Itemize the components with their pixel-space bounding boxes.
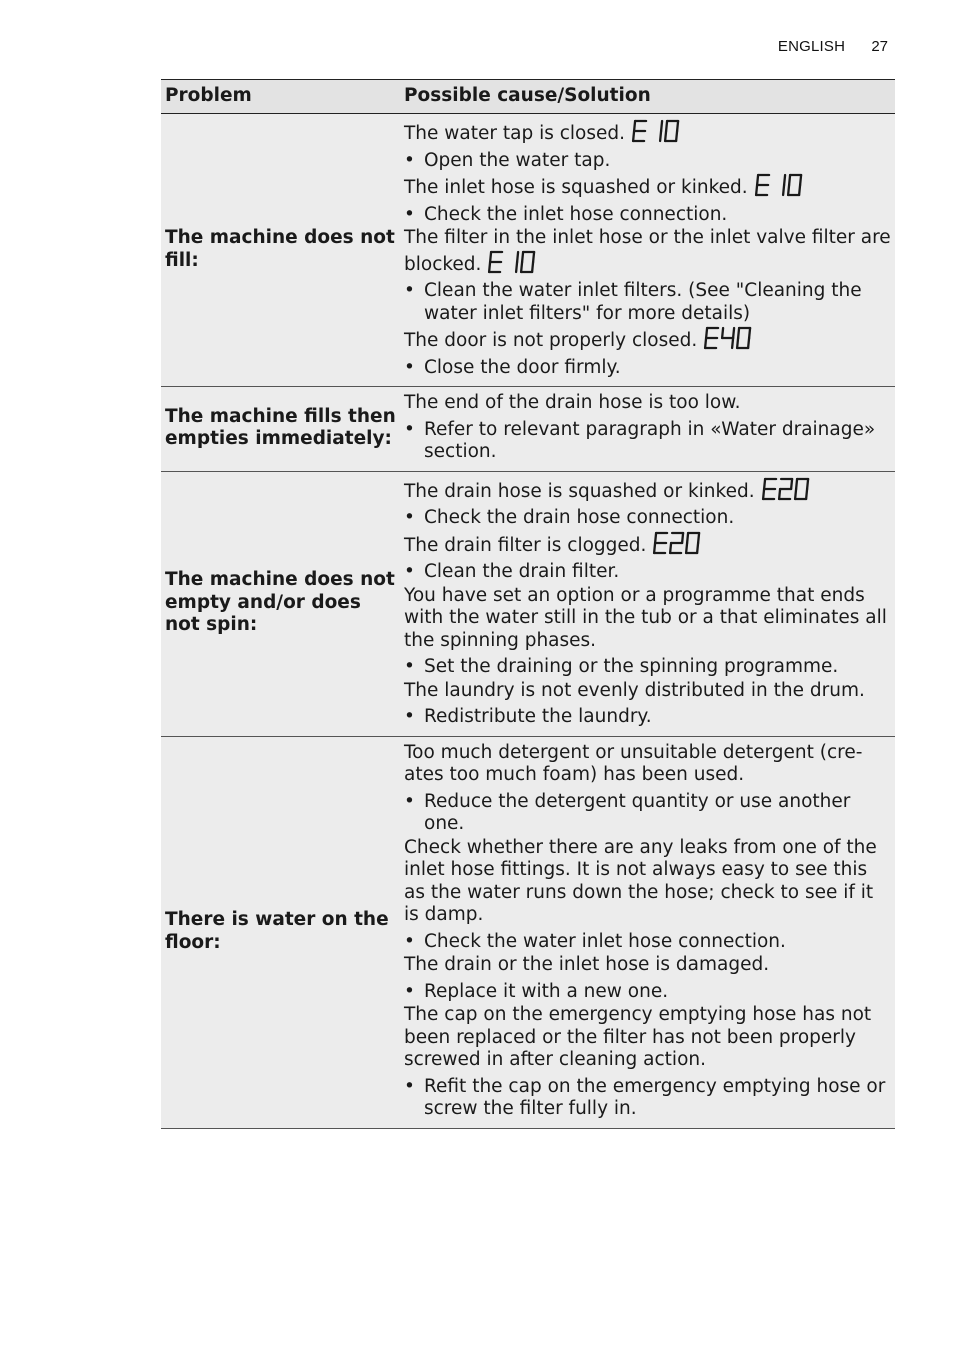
cause-text — [404, 954, 891, 977]
solution-cell — [400, 471, 895, 736]
solution-label: Check the water inlet hose connection. — [424, 930, 786, 952]
cause-text — [404, 392, 891, 415]
table-row — [161, 736, 895, 1128]
solution-item — [404, 981, 891, 1004]
cause-text — [404, 680, 891, 703]
solution-label: Close the door firmly. — [424, 356, 621, 378]
column-header-solution: Possible cause/Solution — [400, 80, 895, 114]
page-number: 27 — [871, 38, 888, 55]
cause-text — [404, 477, 891, 504]
bullet-icon: • — [404, 930, 415, 952]
solution-item — [404, 357, 891, 380]
table-row — [161, 471, 895, 736]
solution-item — [404, 706, 891, 729]
table-row — [161, 387, 895, 472]
bullet-icon: • — [404, 706, 415, 727]
error-code-icon — [703, 326, 753, 350]
solution-label: Refit the cap on the emergency emptying hose or screw the filter fully in. — [424, 1075, 886, 1119]
solution-label: Check the inlet hose connection. — [424, 203, 728, 225]
error-code-icon — [761, 477, 811, 501]
cause-label: The laundry is not evenly distributed in the drum. — [404, 679, 865, 701]
solution-item — [404, 150, 891, 173]
bullet-icon: • — [404, 418, 415, 440]
solution-label: Clean the water inlet filters. (See "Cleaning the water inlet filters" for more details) — [424, 280, 862, 324]
bullet-icon: • — [404, 656, 415, 677]
table-header-row — [161, 80, 895, 114]
solution-label: Set the draining or the spinning programme. — [424, 656, 839, 677]
cause-text — [404, 119, 891, 146]
solution-item — [404, 280, 891, 325]
problem-cell: There is water on the floor: — [161, 736, 400, 1128]
cause-label: The water tap is closed. — [404, 123, 626, 144]
cause-label: The cap on the emergency emptying hose has not been replaced or the filter has not been properly screwed in after cleaning action. — [404, 1004, 872, 1070]
cause-label: The drain or the inlet hose is damaged. — [404, 954, 770, 975]
table-row — [161, 114, 895, 387]
cause-text — [404, 837, 891, 927]
bullet-icon: • — [404, 356, 415, 378]
cause-label: Check whether there are any leaks from one of the inlet hose fittings. It is not always easy to see this as the water runs down the hose; check to see if it is damp. — [404, 836, 877, 925]
bullet-icon: • — [404, 203, 415, 225]
bullet-icon: • — [404, 507, 415, 528]
solution-label: Check the drain hose connection. — [424, 507, 735, 528]
solution-item — [404, 931, 891, 954]
solution-item — [404, 419, 891, 464]
error-code-icon — [652, 531, 702, 555]
error-code-icon — [754, 173, 804, 197]
solution-cell — [400, 114, 895, 387]
solution-label: Refer to relevant paragraph in «Water drainage» section. — [424, 418, 876, 462]
cause-label: The inlet hose is squashed or kinked. — [404, 177, 748, 198]
solution-label: Redistribute the laundry. — [424, 706, 652, 727]
cause-label: The drain filter is clogged. — [404, 534, 647, 556]
solution-item — [404, 507, 891, 530]
solution-item — [404, 656, 891, 679]
bullet-icon: • — [404, 790, 415, 812]
cause-text — [404, 326, 891, 353]
bullet-icon: • — [404, 561, 415, 582]
bullet-icon: • — [404, 980, 415, 1002]
solution-item — [404, 1076, 891, 1121]
solution-label: Open the water tap. — [424, 149, 611, 171]
table-body — [161, 114, 895, 1129]
cause-label: The door is not properly closed. — [404, 330, 698, 351]
cause-text — [404, 227, 891, 276]
cause-text — [404, 173, 891, 200]
bullet-icon: • — [404, 149, 415, 171]
solution-item — [404, 791, 891, 836]
error-code-icon — [487, 250, 537, 274]
troubleshooting-table — [161, 79, 895, 1129]
problem-cell: The machine does not empty and/or does not spin: — [161, 471, 400, 736]
solution-label: Reduce the detergent quantity or use another one. — [424, 790, 851, 834]
cause-text — [404, 1004, 891, 1072]
cause-text — [404, 531, 891, 558]
cause-label: The filter in the inlet hose or the inlet valve filter are blocked. — [404, 227, 891, 275]
problem-cell: The machine fills then empties immediately: — [161, 387, 400, 472]
problem-cell: The machine does not fill: — [161, 114, 400, 387]
cause-label: The drain hose is squashed or kinked. — [404, 480, 755, 502]
cause-label: Too much detergent or unsuitable detergent (cre-ates too much foam) has been used. — [404, 741, 863, 785]
cause-label: You have set an option or a programme that ends with the water still in the tub or a that eliminates all the spinning phases. — [404, 584, 887, 651]
solution-label: Replace it with a new one. — [424, 980, 669, 1002]
bullet-icon: • — [404, 280, 415, 301]
solution-cell — [400, 736, 895, 1128]
solution-label: Clean the drain filter. — [424, 561, 620, 582]
column-header-problem: Problem — [161, 80, 400, 114]
language-label: ENGLISH — [777, 38, 846, 55]
cause-label: The end of the drain hose is too low. — [404, 392, 741, 413]
cause-text — [404, 585, 891, 653]
solution-item — [404, 204, 891, 227]
page-header — [778, 38, 888, 55]
cause-text — [404, 742, 891, 787]
error-code-icon — [631, 119, 681, 143]
solution-item — [404, 561, 891, 584]
solution-cell — [400, 387, 895, 472]
bullet-icon: • — [404, 1075, 415, 1097]
